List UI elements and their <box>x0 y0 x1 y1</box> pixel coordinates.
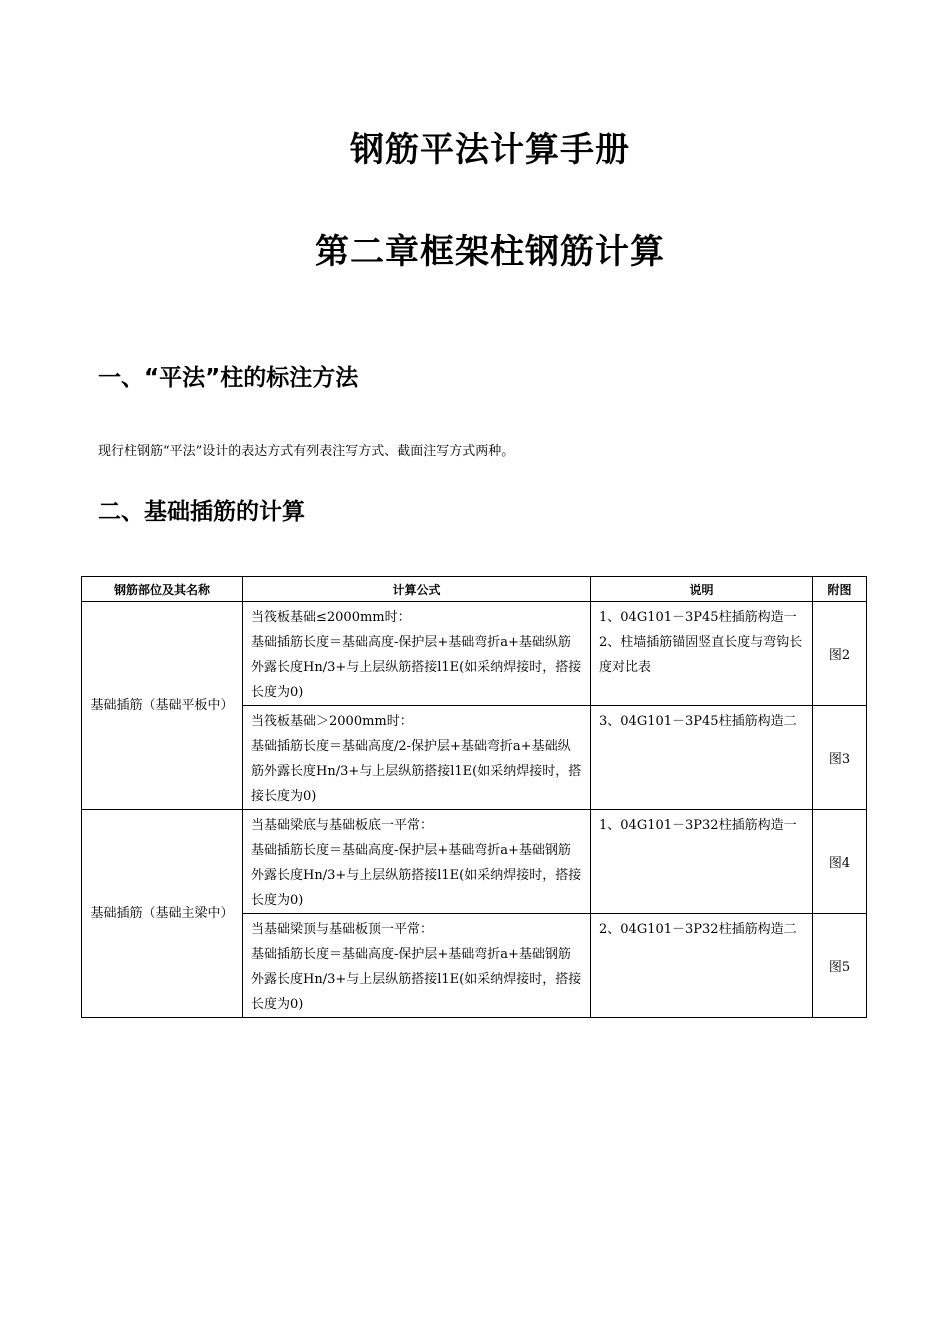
formula-text: 基础插筋长度＝基础高度-保护层+基础弯折a+基础纵筋外露长度Hn/3+与上层纵筋搭接l1E(如采纳焊接时，搭接长度为0) <box>251 635 582 700</box>
note-line: 2、04G101－3P32柱插筋构造二 <box>599 922 797 937</box>
figure-cell: 图2 <box>813 602 867 706</box>
header-part: 钢筋部位及其名称 <box>82 577 243 602</box>
figure-cell: 图3 <box>813 706 867 810</box>
header-notes: 说明 <box>591 577 813 602</box>
note-line: 3、04G101－3P45柱插筋构造二 <box>599 714 797 729</box>
note-line: 1、04G101－3P45柱插筋构造一 <box>599 610 797 625</box>
formula-cell <box>243 706 591 810</box>
formula-condition: 当筏板基础≤2000mm时： <box>251 610 411 625</box>
formula-cell <box>243 810 591 914</box>
part-cell: 基础插筋（基础平板中） <box>82 602 243 810</box>
notes-cell <box>591 602 813 706</box>
note-line: 1、04G101－3P32柱插筋构造一 <box>599 818 797 833</box>
table-row <box>82 602 867 706</box>
formula-cell <box>243 602 591 706</box>
document-title: 钢筋平法计算手册 <box>350 130 630 170</box>
notes-cell <box>591 810 813 914</box>
figure-cell: 图4 <box>813 810 867 914</box>
formula-condition: 当基础梁底与基础板底一平常： <box>251 818 434 833</box>
formula-text: 基础插筋长度＝基础高度/2-保护层+基础弯折a+基础纵筋外露长度Hn/3+与上层纵筋搭接l1E(如采纳焊接时，搭接长度为0) <box>251 739 582 804</box>
rebar-calculation-table <box>81 576 867 1018</box>
section-paragraph-1: 现行柱钢筋“平法”设计的表达方式有列表注写方式、截面注写方式两种。 <box>98 444 515 459</box>
section-heading-2: 二、基础插筋的计算 <box>98 499 305 525</box>
notes-cell <box>591 914 813 1018</box>
header-figure: 附图 <box>813 577 867 602</box>
table-row <box>82 810 867 914</box>
formula-condition: 当筏板基础＞2000mm时： <box>251 714 413 729</box>
section-heading-1: 一、“平法”柱的标注方法 <box>98 365 359 391</box>
note-line: 2、柱墙插筋锚固竖直长度与弯钩长度对比表 <box>599 635 803 675</box>
formula-cell <box>243 914 591 1018</box>
formula-condition: 当基础梁顶与基础板顶一平常： <box>251 922 434 937</box>
figure-cell: 图5 <box>813 914 867 1018</box>
formula-text: 基础插筋长度＝基础高度-保护层+基础弯折a+基础钢筋外露长度Hn/3+与上层纵筋搭接l1E(如采纳焊接时，搭接长度为0) <box>251 843 582 908</box>
formula-text: 基础插筋长度＝基础高度-保护层+基础弯折a+基础钢筋外露长度Hn/3+与上层纵筋搭接l1E(如采纳焊接时，搭接长度为0) <box>251 947 582 1012</box>
part-cell: 基础插筋（基础主梁中） <box>82 810 243 1018</box>
notes-cell <box>591 706 813 810</box>
chapter-title: 第二章框架柱钢筋计算 <box>315 232 665 272</box>
header-formula: 计算公式 <box>243 577 591 602</box>
table-header-row <box>82 577 867 602</box>
